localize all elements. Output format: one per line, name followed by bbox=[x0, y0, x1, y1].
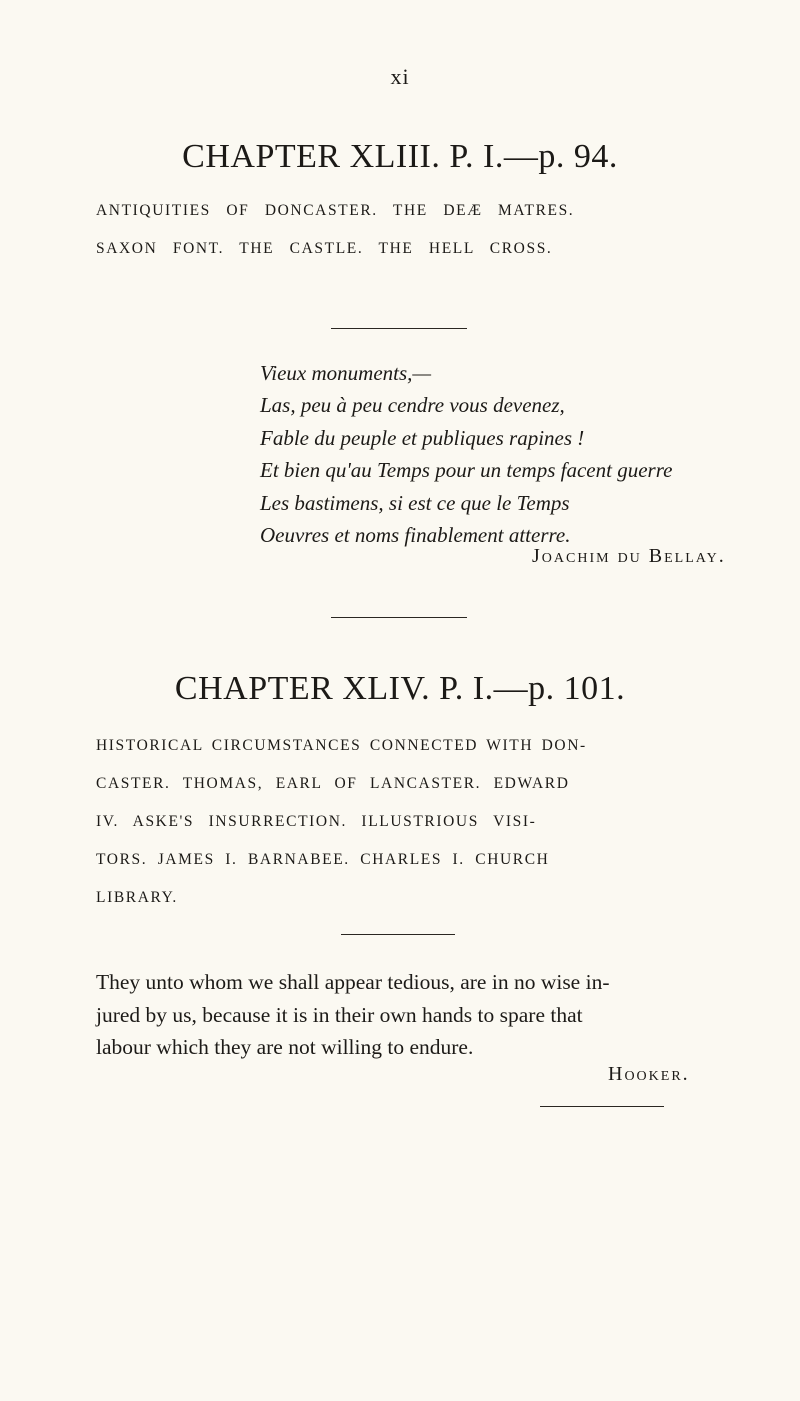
chapter-44-heading: CHAPTER XLIV. P. I.—p. 101. bbox=[174, 670, 626, 707]
chapter-43-heading: CHAPTER XLIII. P. I.—p. 94. bbox=[182, 138, 618, 175]
epigraph-line: jured by us, because it is in their own hands to spare that bbox=[96, 1002, 583, 1027]
epigraph-line: Las, peu à peu cendre vous devenez, bbox=[260, 393, 565, 418]
divider-rule bbox=[341, 934, 455, 935]
subject-line: TORS. JAMES I. BARNABEE. CHARLES I. CHURCH bbox=[96, 851, 550, 868]
chapter-43-epigraph bbox=[260, 357, 760, 551]
chapter-44-attribution: Hooker. bbox=[608, 1063, 690, 1085]
epigraph-line: They unto whom we shall appear tedious, are in no wise in- bbox=[96, 970, 610, 994]
chapter-43-subject bbox=[96, 192, 736, 268]
subject-line: IV. ASKE'S INSURRECTION. ILLUSTRIOUS VISI- bbox=[96, 813, 537, 830]
divider-rule bbox=[540, 1106, 664, 1107]
epigraph-line: Les bastimens, si est ce que le Temps bbox=[260, 490, 570, 515]
page-number: xi bbox=[390, 64, 410, 89]
chapter-43-attribution: Joachim du Bellay. bbox=[532, 545, 726, 567]
divider-rule bbox=[331, 328, 467, 329]
chapter-44-subject bbox=[96, 727, 736, 917]
subject-line: LIBRARY. bbox=[96, 889, 178, 906]
subject-line: CASTER. THOMAS, EARL OF LANCASTER. EDWARD bbox=[96, 775, 570, 792]
epigraph-line: Oeuvres et noms finablement atterre. bbox=[260, 523, 571, 548]
epigraph-line: Fable du peuple et publiques rapines ! bbox=[260, 425, 585, 450]
chapter-44-epigraph bbox=[96, 966, 736, 1064]
epigraph-line: Et bien qu'au Temps pour un temps facent guerre bbox=[260, 458, 673, 483]
subject-line: ANTIQUITIES OF DONCASTER. THE DEÆ MATRES. bbox=[96, 202, 575, 219]
divider-rule bbox=[331, 617, 467, 618]
subject-line: HISTORICAL CIRCUMSTANCES CONNECTED WITH DON- bbox=[96, 737, 587, 754]
epigraph-line: labour which they are not willing to endure. bbox=[96, 1035, 474, 1059]
epigraph-line: Vieux monuments,— bbox=[260, 361, 432, 385]
subject-line: SAXON FONT. THE CASTLE. THE HELL CROSS. bbox=[96, 240, 553, 257]
